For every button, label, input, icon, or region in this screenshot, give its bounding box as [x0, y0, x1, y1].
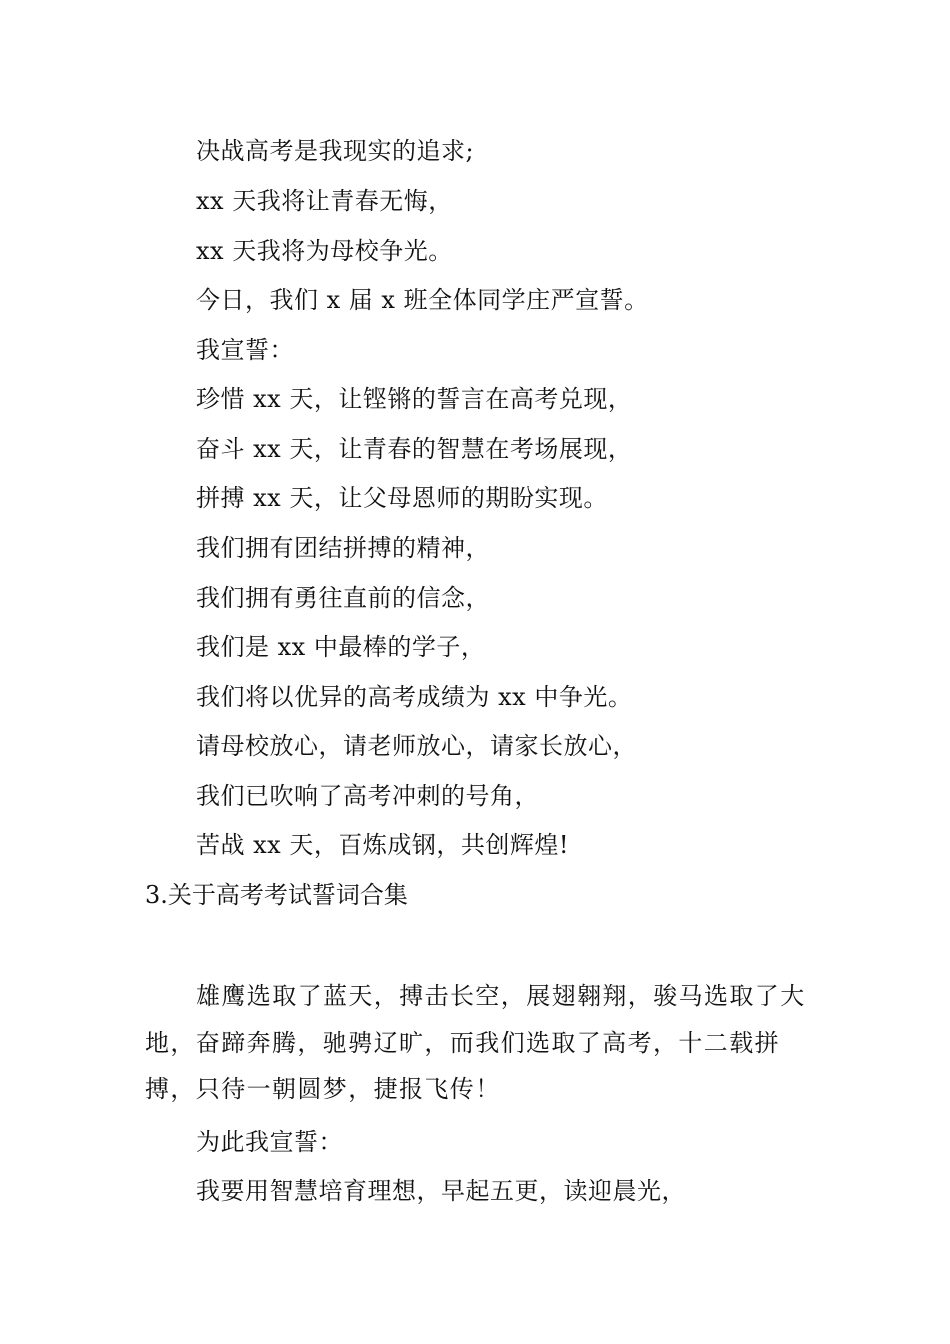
text-line: 奋斗 xx 天，让青春的智慧在考场展现， — [196, 435, 633, 463]
text-line: 我要用智慧培育理想，早起五更，读迎晨光， — [196, 1177, 686, 1205]
text-line: xx 天我将让青春无悔， — [196, 187, 453, 215]
section-heading: 3.关于高考考试誓词合集 — [145, 881, 408, 909]
body-paragraph: 雄鹰选取了蓝天，搏击长空，展翅翱翔，骏马选取了大地，奋蹄奔腾，驰骋辽旷，而我们选取了高考，十二载拼搏，只待一朝圆梦，捷报飞传！ — [145, 982, 806, 1103]
text-line: 我们拥有勇往直前的信念， — [196, 584, 490, 612]
text-line: 我们是 xx 中最棒的学子， — [196, 633, 486, 661]
text-line: xx 天我将为母校争光。 — [196, 237, 453, 265]
text-line: 珍惜 xx 天，让铿锵的誓言在高考兑现， — [196, 385, 633, 413]
text-line: 决战高考是我现实的追求; — [196, 137, 475, 165]
text-line: 请母校放心，请老师放心，请家长放心， — [196, 732, 637, 760]
text-line: 苦战 xx 天，百炼成钢，共创辉煌! — [196, 831, 569, 859]
text-line: 拼搏 xx 天，让父母恩师的期盼实现。 — [196, 484, 608, 512]
text-line: 我们将以优异的高考成绩为 xx 中争光。 — [196, 683, 633, 711]
text-line: 为此我宣誓： — [196, 1128, 343, 1156]
text-line: 今日，我们 x 届 x 班全体同学庄严宣誓。 — [196, 286, 649, 314]
text-line: 我宣誓： — [196, 336, 294, 364]
text-line: 我们已吹响了高考冲刺的号角， — [196, 782, 539, 810]
text-line: 我们拥有团结拼搏的精神， — [196, 534, 490, 562]
